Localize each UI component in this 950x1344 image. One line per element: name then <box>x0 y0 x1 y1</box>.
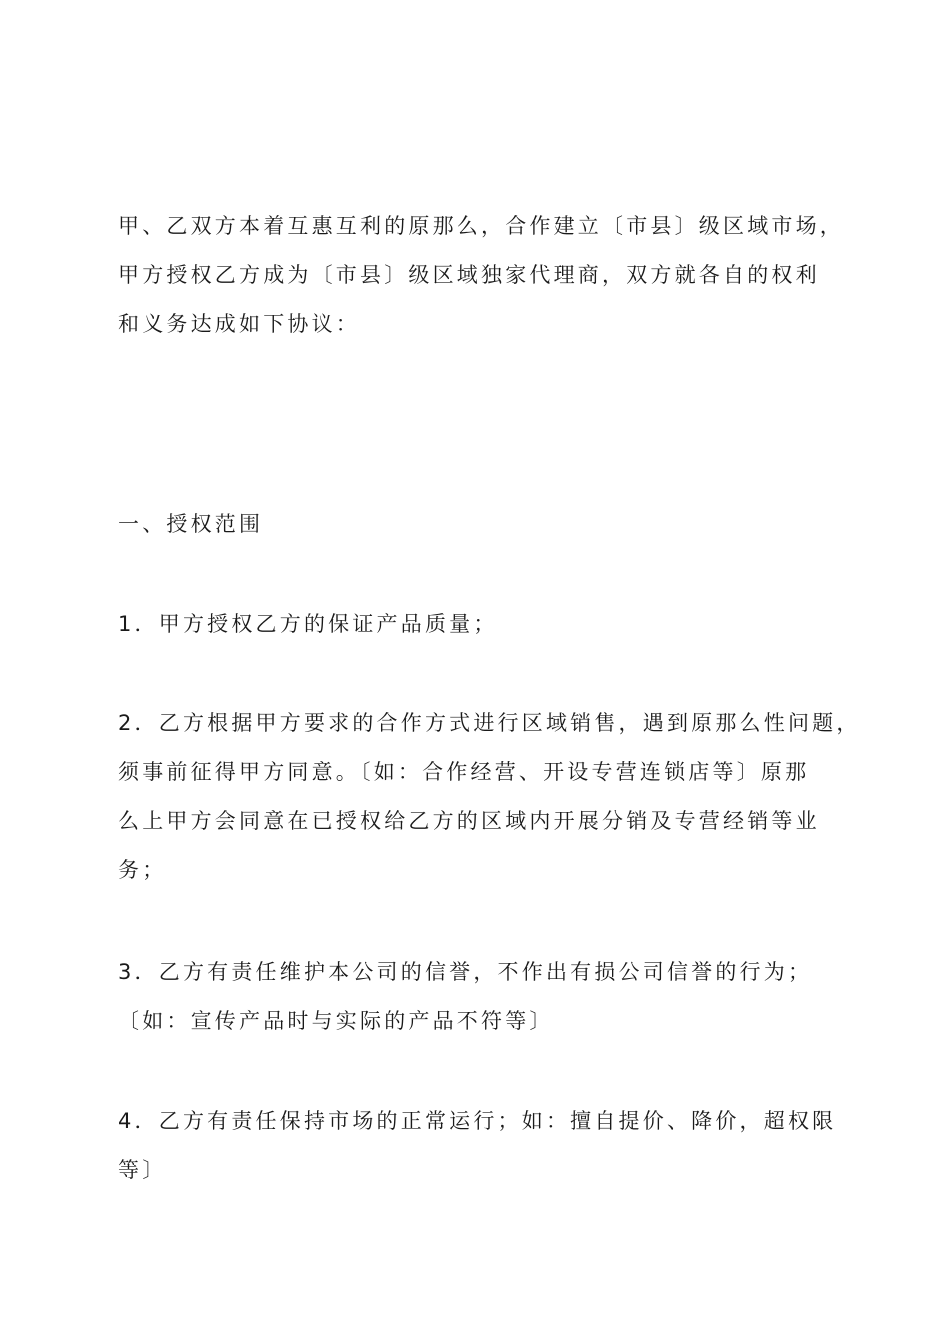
intro-line: 和义务达成如下协议： <box>118 312 360 336</box>
clause-2 <box>118 699 861 895</box>
clause-line: 2．乙方根据甲方要求的合作方式进行区域销售，遇到原那么性问题， <box>118 711 861 735</box>
clause-line: 务； <box>118 858 167 882</box>
clause-line: 1．甲方授权乙方的保证产品质量； <box>118 612 498 636</box>
clause-1 <box>118 600 838 649</box>
clause-line: 须事前征得甲方同意。〔如：合作经营、开设专营连锁店等〕原那 <box>118 760 810 784</box>
intro-line: 甲方授权乙方成为〔市县〕级区域独家代理商，双方就各自的权利 <box>118 263 820 287</box>
intro-line: 甲、乙双方本着互惠互利的原那么，合作建立〔市县〕级区域市场， <box>118 214 844 238</box>
clause-line: 等〕 <box>118 1158 167 1182</box>
clause-4 <box>118 1097 838 1195</box>
clause-3 <box>118 948 838 1046</box>
section-heading <box>118 500 838 549</box>
intro-paragraph <box>118 202 844 349</box>
clause-line: 么上甲方会同意在已授权给乙方的区域内开展分销及专营经销等业 <box>118 809 820 833</box>
clause-line: 〔如：宣传产品时与实际的产品不符等〕 <box>118 1009 554 1033</box>
section-heading-text: 一、授权范围 <box>118 512 264 536</box>
clause-line: 4．乙方有责任保持市场的正常运行；如：擅自提价、降价，超权限 <box>118 1109 837 1133</box>
clause-line: 3．乙方有责任维护本公司的信誉，不作出有损公司信誉的行为； <box>118 960 813 984</box>
